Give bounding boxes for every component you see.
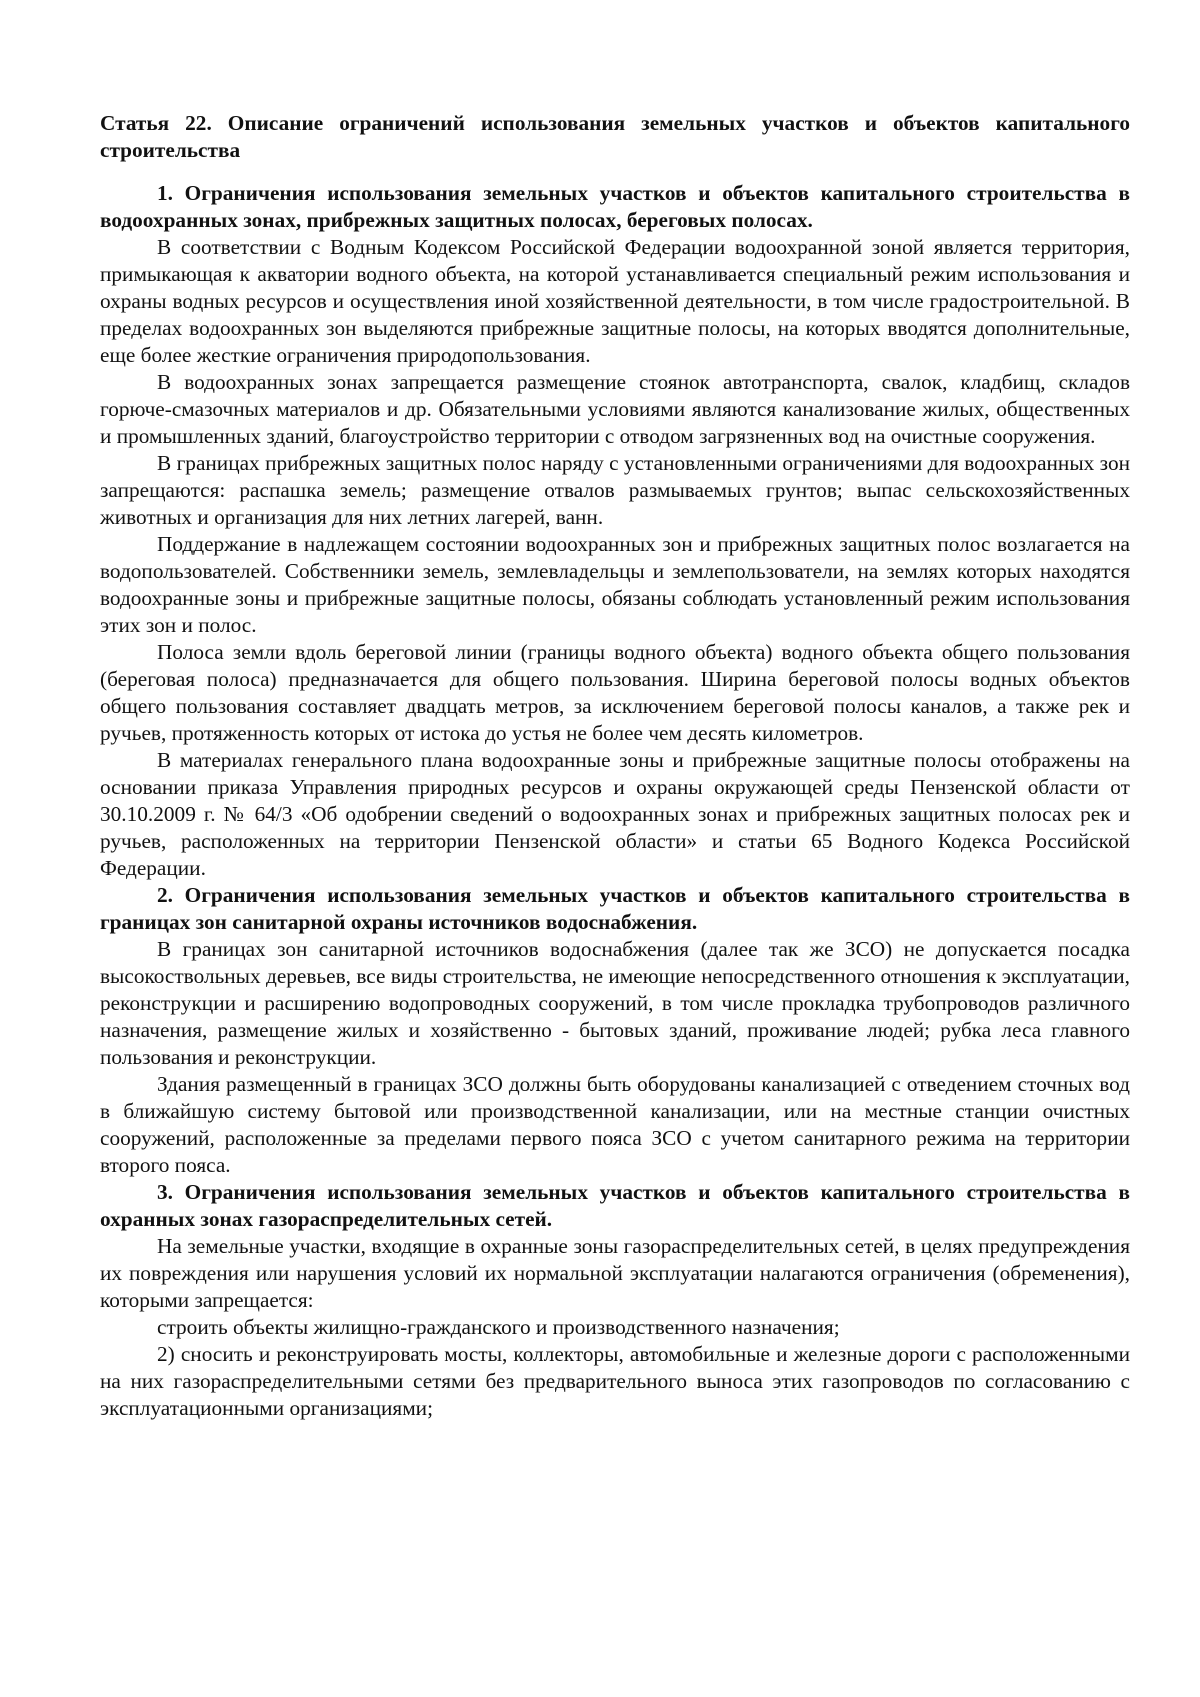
paragraph: Здания размещенный в границах ЗСО должны быть оборудованы канализацией с отведением сточных вод в ближайшую систему бытовой или производственной канализации, или на местные станции очистных сооружений, расположенные за пределами первого пояса ЗСО с учетом санитарного режима на территории второго пояса. bbox=[100, 1072, 1130, 1177]
paragraph: На земельные участки, входящие в охранные зоны газораспределительных сетей, в целях предупреждения их повреждения или нарушения условий их нормальной эксплуатации налагаются ограничения (обременения), которыми запрещается: bbox=[100, 1234, 1130, 1312]
section-heading-3: 3. Ограничения использования земельных участков и объектов капитального строительства в охранных зонах газораспределительных сетей. bbox=[100, 1180, 1130, 1231]
paragraph: В границах прибрежных защитных полос наряду с установленными ограничениями для водоохранных зон запрещаются: распашка земель; размещение отвалов размываемых грунтов; выпас сельскохозяйственных животных и организация для них летних лагерей, ванн. bbox=[100, 451, 1130, 529]
section-heading-1: 1. Ограничения использования земельных участков и объектов капитального строительства в водоохранных зонах, прибрежных защитных полосах, береговых полосах. bbox=[100, 181, 1130, 232]
document-page bbox=[100, 110, 1130, 1422]
paragraph: В соответствии с Водным Кодексом Российской Федерации водоохранной зоной является территория, примыкающая к акватории водного объекта, на которой устанавливается специальный режим использования и охраны водных ресурсов и осуществления иной хозяйственной деятельности, в том числе градостроительной. В пределах водоохранных зон выделяются прибрежные защитные полосы, на которых вводятся дополнительные, еще более жесткие ограничения природопользования. bbox=[100, 235, 1130, 367]
article-title: Статья 22. Описание ограничений использования земельных участков и объектов капитального строительства bbox=[100, 111, 1130, 162]
paragraph: В границах зон санитарной источников водоснабжения (далее так же ЗСО) не допускается посадка высокоствольных деревьев, все виды строительства, не имеющие непосредственного отношения к эксплуатации, реконструкции и расширению водопроводных сооружений, в том числе прокладка трубопроводов различного назначения, размещение жилых и хозяйственно - бытовых зданий, проживание людей; рубка леса главного пользования и реконструкции. bbox=[100, 937, 1130, 1069]
section-heading-2: 2. Ограничения использования земельных участков и объектов капитального строительства в границах зон санитарной охраны источников водоснабжения. bbox=[100, 883, 1130, 934]
paragraph: В материалах генерального плана водоохранные зоны и прибрежные защитные полосы отображены на основании приказа Управления природных ресурсов и охраны окружающей среды Пензенской области от 30.10.2009 г. № 64/3 «Об одобрении сведений о водоохранных зонах и прибрежных защитных полосах рек и ручьев, расположенных на территории Пензенской области» и статьи 65 Водного Кодекса Российской Федерации. bbox=[100, 748, 1130, 880]
list-item: строить объекты жилищно-гражданского и производственного назначения; bbox=[157, 1315, 840, 1339]
list-item: 2) сносить и реконструировать мосты, коллекторы, автомобильные и железные дороги с расположенными на них газораспределительными сетями без предварительного выноса этих газопроводов по согласованию с эксплуатационными организациями; bbox=[100, 1342, 1130, 1420]
paragraph: В водоохранных зонах запрещается размещение стоянок автотранспорта, свалок, кладбищ, складов горюче-смазочных материалов и др. Обязательными условиями являются канализование жилых, общественных и промышленных зданий, благоустройство территории с отводом загрязненных вод на очистные сооружения. bbox=[100, 370, 1130, 448]
paragraph: Полоса земли вдоль береговой линии (границы водного объекта) водного объекта общего пользования (береговая полоса) предназначается для общего пользования. Ширина береговой полосы водных объектов общего пользования составляет двадцать метров, за исключением береговой полосы каналов, а также рек и ручьев, протяженность которых от истока до устья не более чем десять километров. bbox=[100, 640, 1130, 745]
paragraph: Поддержание в надлежащем состоянии водоохранных зон и прибрежных защитных полос возлагается на водопользователей. Собственники земель, землевладельцы и землепользователи, на землях которых находятся водоохранные зоны и прибрежные защитные полосы, обязаны соблюдать установленный режим использования этих зон и полос. bbox=[100, 532, 1130, 637]
